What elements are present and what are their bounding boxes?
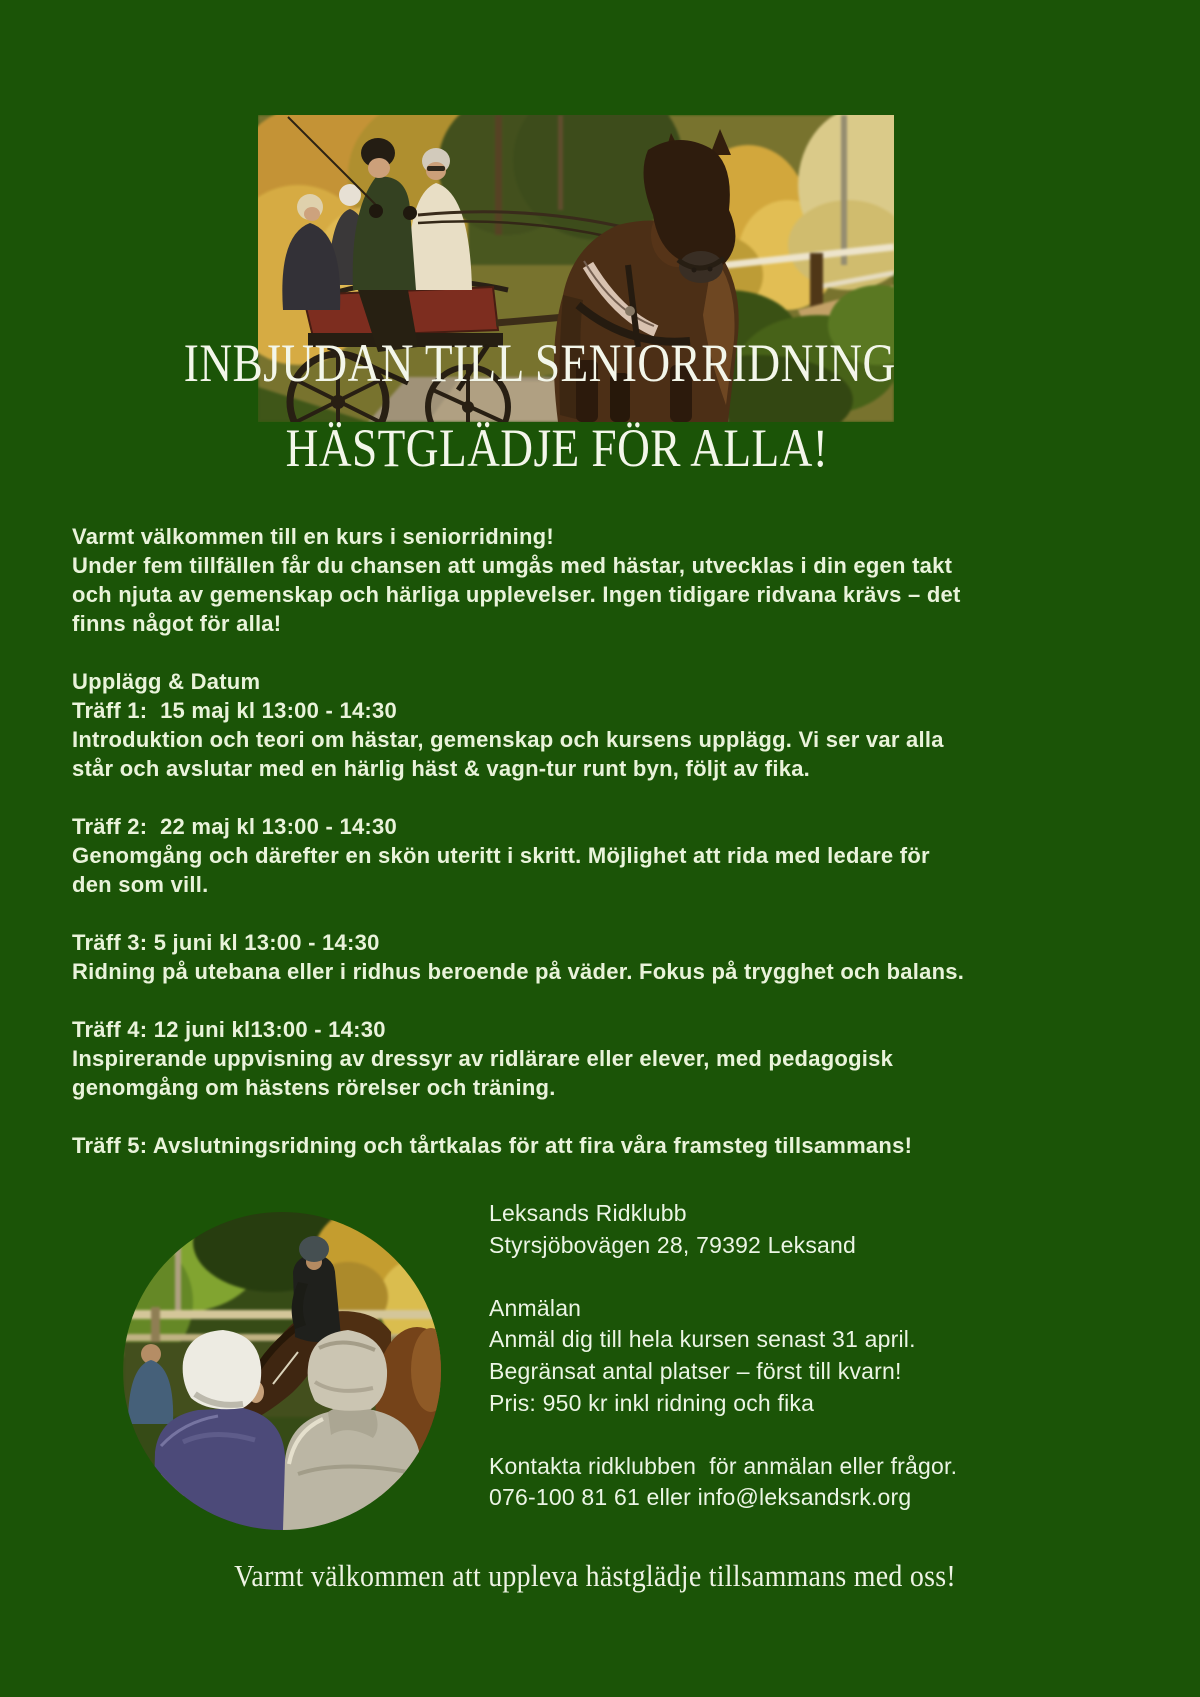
signup-heading: Anmälan	[489, 1294, 582, 1321]
schedule-heading: Upplägg & Datum	[72, 669, 261, 694]
session-2-title: Träff 2: 22 maj kl 13:00 - 14:30	[72, 814, 397, 839]
poster-title-line1-text: INBJUDAN TILL SENIORRIDNING	[184, 333, 896, 393]
session-1-line: Introduktion och teori om hästar, gemenskap och kursens upplägg. Vi ser var alla	[72, 727, 944, 752]
poster-title-line1	[0, 333, 1080, 393]
club-address: Styrsjöbovägen 28, 79392 Leksand	[489, 1231, 856, 1258]
contact-line: Kontakta ridklubben för anmälan eller frågor.	[489, 1452, 958, 1479]
session-5-title: Träff 5: Avslutningsridning och tårtkalas för att fira våra framsteg tillsammans!	[72, 1133, 913, 1158]
poster-title-line2-text: HÄSTGLÄDJE FÖR ALLA!	[285, 418, 829, 478]
schedule-block-5	[72, 1131, 964, 1160]
contact-details	[489, 1451, 957, 1514]
schedule-block-2	[72, 812, 964, 899]
signup-info	[489, 1293, 957, 1419]
seniors-watching-illustration	[123, 1212, 441, 1530]
signup-line: Pris: 950 kr inkl ridning och fika	[489, 1389, 815, 1416]
footer-welcome-text: Varmt välkommen att uppleva hästglädje tillsammans med oss!	[234, 1558, 956, 1593]
session-4-line: Inspirerande uppvisning av dressyr av ridlärare eller elever, med pedagogisk	[72, 1046, 894, 1071]
intro-line: Varmt välkommen till en kurs i seniorridning!	[72, 524, 554, 549]
session-1-line: står och avslutar med en härlig häst & vagn-tur runt byn, följt av fika.	[72, 756, 811, 781]
schedule-block-1	[72, 667, 964, 783]
intro-line: Under fem tillfällen får du chansen att umgås med hästar, utvecklas i din egen takt	[72, 553, 953, 578]
session-2-line: den som vill.	[72, 872, 209, 897]
schedule-block-3	[72, 928, 964, 986]
session-3-line: Ridning på utebana eller i ridhus beroende på väder. Fokus på trygghet och balans.	[72, 959, 965, 984]
circle-photo-seniors-watching-rider	[123, 1212, 441, 1530]
intro-paragraph	[72, 522, 964, 638]
signup-line: Anmäl dig till hela kursen senast 31 april.	[489, 1326, 916, 1353]
session-3-title: Träff 3: 5 juni kl 13:00 - 14:30	[72, 930, 380, 955]
body-text	[72, 522, 964, 1160]
club-info	[489, 1198, 957, 1261]
club-name: Leksands Ridklubb	[489, 1200, 687, 1226]
signup-line: Begränsat antal platser – först till kvarn!	[489, 1357, 902, 1384]
contact-phone-email: 076-100 81 61 eller info@leksandsrk.org	[489, 1484, 912, 1511]
session-4-line: genomgång om hästens rörelser och träning.	[72, 1075, 556, 1100]
intro-line: och njuta av gemenskap och härliga upplevelser. Ingen tidigare ridvana krävs – det	[72, 582, 961, 607]
contact-info	[489, 1198, 957, 1514]
session-1-title: Träff 1: 15 maj kl 13:00 - 14:30	[72, 698, 397, 723]
session-2-line: Genomgång och därefter en skön uteritt i skritt. Möjlighet att rida med ledare för	[72, 843, 930, 868]
intro-line: finns något för alla!	[72, 611, 282, 636]
poster-title-line2	[0, 418, 1114, 478]
session-4-title: Träff 4: 12 juni kl13:00 - 14:30	[72, 1017, 386, 1042]
schedule-block-4	[72, 1015, 964, 1102]
footer-welcome	[0, 1556, 1190, 1596]
